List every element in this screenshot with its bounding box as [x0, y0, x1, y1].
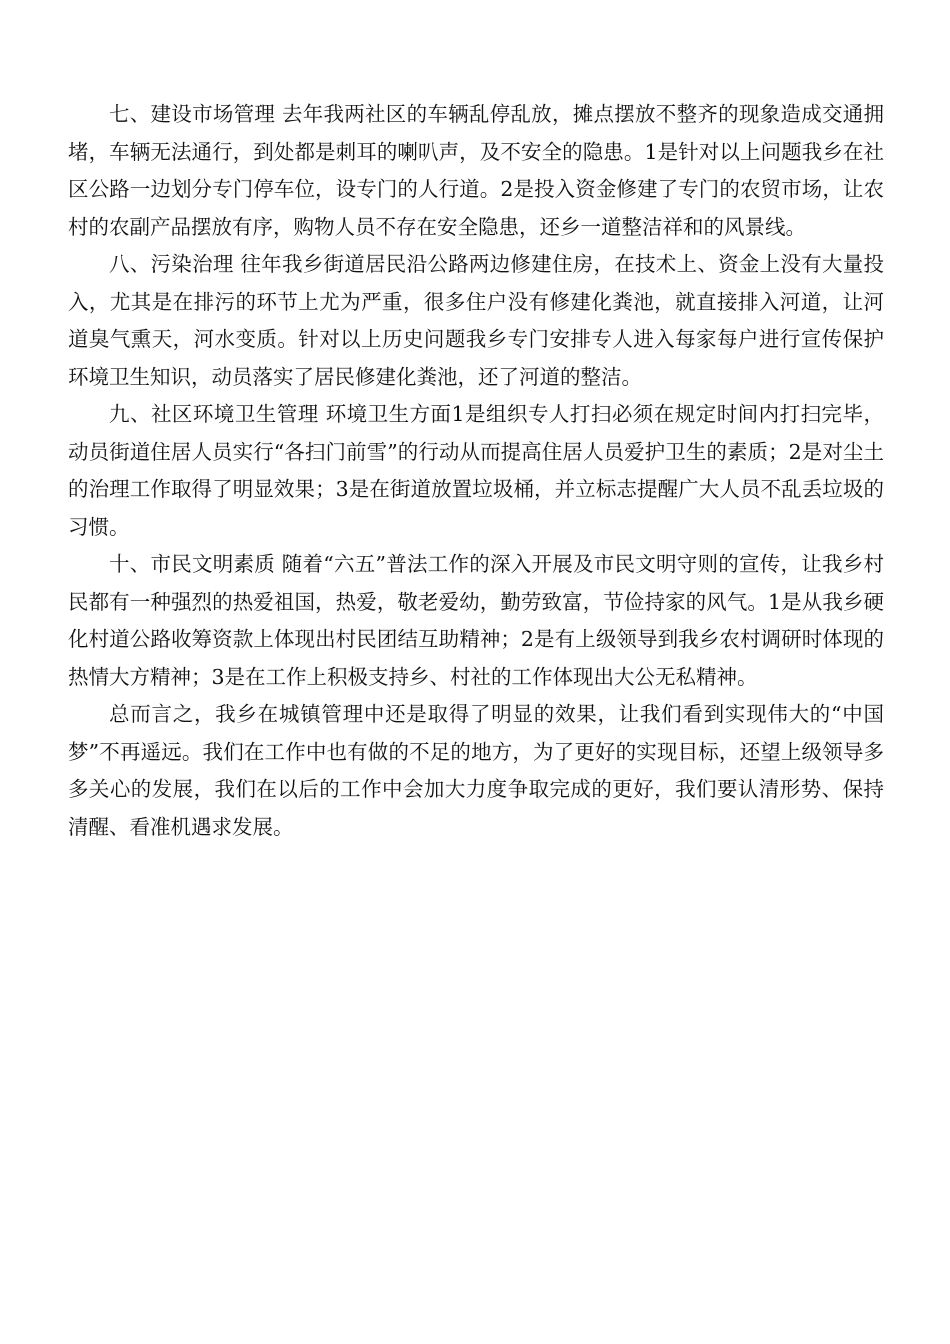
paragraph-conclusion: 总而言之，我乡在城镇管理中还是取得了明显的效果，让我们看到实现伟大的“中国梦”不再遥远。我们在工作中也有做的不足的地方，为了更好的实现目标，还望上级领导多多关心的发展，我们在以后的工作中会加大力度争取完成的更好，我们要认清形势、保持清醒、看准机遇求发展。	[68, 702, 884, 839]
paragraph-pollution-control: 八、污染治理 往年我乡街道居民沿公路两边修建住房，在技术上、资金上没有大量投入，尤其是在排污的环节上尤为严重，很多住户没有修建化粪池，就直接排入河道，让河道臭气熏天，河水变质。针对以上历史问题我乡专门安排专人进入每家每户进行宣传保护环境卫生知识，动员落实了居民修建化粪池，还了河道的整洁。	[68, 252, 884, 389]
paragraph-civic-quality: 十、市民文明素质 随着“六五”普法工作的深入开展及市民文明守则的宣传，让我乡村民都有一种强烈的热爱祖国，热爱，敬老爱幼，勤劳致富，节俭持家的风气。1是从我乡硬化村道公路收筹资款上体现出村民团结互助精神；2是有上级领导到我乡农村调研时体现的热情大方精神；3是在工作上积极支持乡、村社的工作体现出大公无私精神。	[68, 552, 884, 689]
paragraph-sanitation-management: 九、社区环境卫生管理 环境卫生方面1是组织专人打扫必须在规定时间内打扫完毕，动员街道住居人员实行“各扫门前雪”的行动从而提高住居人员爱护卫生的素质；2是对尘土的治理工作取得了明显效果；3是在街道放置垃圾桶，并立标志提醒广大人员不乱丢垃圾的习惯。	[68, 402, 884, 539]
paragraph-market-management: 七、建设市场管理 去年我两社区的车辆乱停乱放，摊点摆放不整齐的现象造成交通拥堵，车辆无法通行，到处都是刺耳的喇叭声，及不安全的隐患。1是针对以上问题我乡在社区公路一边划分专门停车位，设专门的人行道。2是投入资金修建了专门的农贸市场，让农村的农副产品摆放有序，购物人员不存在安全隐患，还乡一道整洁祥和的风景线。	[68, 102, 884, 239]
document-body	[68, 96, 884, 846]
